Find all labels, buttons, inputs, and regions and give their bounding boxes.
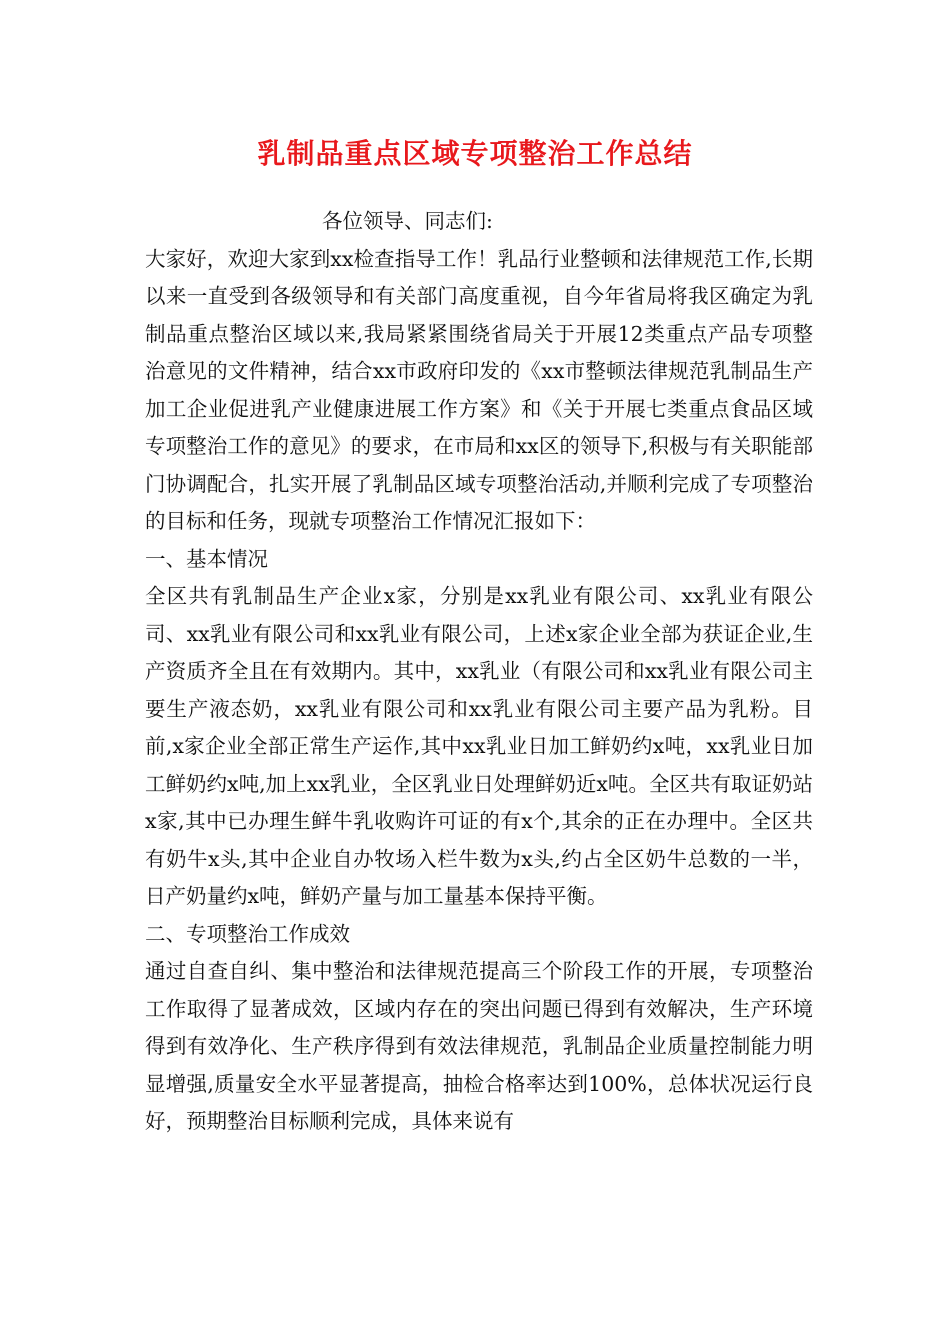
section-heading-basic-situation: 一、基本情况 bbox=[145, 546, 268, 571]
greeting-line: 各位领导、同志们: bbox=[322, 209, 493, 233]
document-title: 乳制品重点区域专项整治工作总结 bbox=[257, 137, 693, 170]
section-heading-results: 二、专项整治工作成效 bbox=[145, 921, 350, 946]
basic-situation-paragraph: 全区共有乳制品生产企业x家，分别是xx乳业有限公司、xx乳业有限公司、xx乳业有限公司和xx乳业有限公司，上述x家企业全部为获证企业,生产资质齐全且在有效期内。其中，xx乳业（有限公司和xx乳业有限公司主要生产液态奶，xx乳业有限公司和xx乳业有限公司主要产品为乳粉。目前,x家企业全部正常生产运作,其中xx乳业日加工鲜奶约x吨，xx乳业日加工鲜奶约x吨,加上xx乳业，全区乳业日处理鲜奶近x吨。全区共有取证奶站x家,其中已办理生鲜牛乳收购许可证的有x个,其余的正在办理中。全区共有奶牛x头,其中企业自办牧场入栏牛数为x头,约占全区奶牛总数的一半，日产奶量约x吨，鲜奶产量与加工量基本保持平衡。 bbox=[145, 584, 813, 908]
intro-paragraph: 大家好，欢迎大家到xx检查指导工作！乳品行业整顿和法律规范工作,长期以来一直受到各级领导和有关部门高度重视，自今年省局将我区确定为乳制品重点整治区域以来,我局紧紧围绕省局关于开展12类重点产品专项整治意见的文件精神，结合xx市政府印发的《xx市整顿法律规范乳制品生产加工企业促进乳产业健康进展工作方案》和《关于开展七类重点食品区域专项整治工作的意见》的要求，在市局和xx区的领导下,积极与有关职能部门协调配合，扎实开展了乳制品区域专项整治活动,并顺利完成了专项整治的目标和任务，现就专项整治工作情况汇报如下： bbox=[145, 246, 813, 533]
results-paragraph: 通过自查自纠、集中整治和法律规范提高三个阶段工作的开展，专项整治工作取得了显著成效，区域内存在的突出问题已得到有效解决，生产环境得到有效净化、生产秩序得到有效法律规范，乳制品企业质量控制能力明显增强,质量安全水平显著提高，抽检合格率达到100%，总体状况运行良好，预期整治目标顺利完成，具体来说有 bbox=[145, 959, 813, 1133]
document-body bbox=[145, 203, 813, 1141]
